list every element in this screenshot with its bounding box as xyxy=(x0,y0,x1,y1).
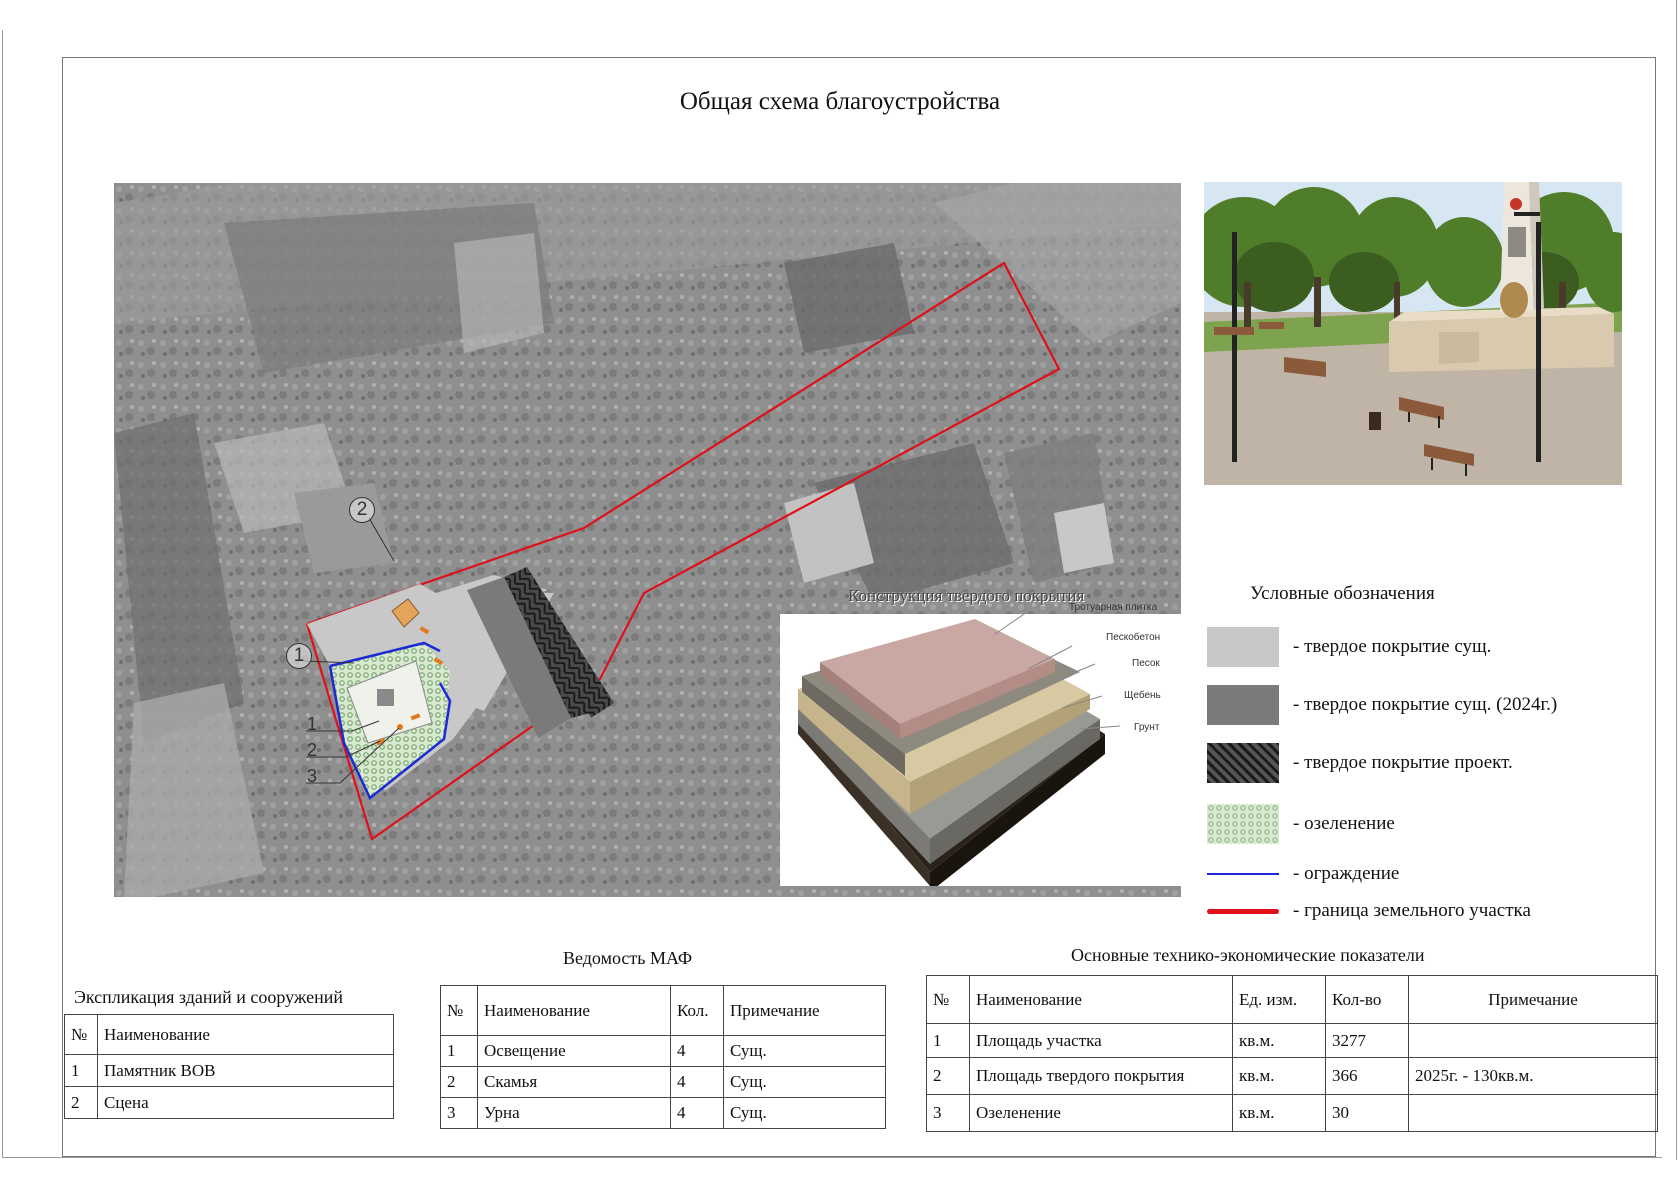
layer-label-soil: Грунт xyxy=(1134,722,1160,733)
swatch-fence-line xyxy=(1207,873,1279,875)
expl-header-num: № xyxy=(65,1015,98,1055)
table-row xyxy=(927,1058,1658,1095)
legend-label: - твердое покрытие проект. xyxy=(1293,752,1513,773)
table-cell: 3 xyxy=(927,1095,970,1132)
sheet-edge xyxy=(2,1157,1662,1158)
pavement-construction-figure xyxy=(780,602,1181,886)
table-cell: 2 xyxy=(65,1087,98,1119)
table-cell: 2025г. - 130кв.м. xyxy=(1409,1058,1658,1095)
table-cell: Сцена xyxy=(98,1087,394,1119)
layer-label-tiles: Тротуарная плитка xyxy=(1069,602,1158,613)
legend-item-paving-2024 xyxy=(1207,685,1557,725)
table-cell: 1 xyxy=(65,1055,98,1087)
table-cell: Скамья xyxy=(478,1067,671,1098)
maf-header-name: Наименование xyxy=(478,986,671,1036)
table-cell: Площадь участка xyxy=(970,1024,1233,1058)
table-row xyxy=(441,1098,886,1129)
tep-header-num: № xyxy=(927,976,970,1024)
maf-table xyxy=(440,985,886,1129)
callout-2: 2 xyxy=(349,497,375,523)
table-cell: 4 xyxy=(671,1036,724,1067)
visualization-render xyxy=(1204,182,1622,485)
table-row xyxy=(927,1024,1658,1058)
maf-header-qty: Кол. xyxy=(671,986,724,1036)
table-cell xyxy=(1409,1024,1658,1058)
construction-title: Конструкция твердого покрытия xyxy=(848,586,1085,605)
table-cell: Площадь твердого покрытия xyxy=(970,1058,1233,1095)
expl-header-name: Наименование xyxy=(98,1015,394,1055)
maf-header-note: Примечание xyxy=(724,986,886,1036)
table-cell: 1 xyxy=(441,1036,478,1067)
table-cell: Озеленение xyxy=(970,1095,1233,1132)
tep-header-name: Наименование xyxy=(970,976,1233,1024)
table-cell: Освещение xyxy=(478,1036,671,1067)
table-cell: 1 xyxy=(927,1024,970,1058)
layer-label-gravel: Щебень xyxy=(1124,690,1161,701)
expl-table xyxy=(64,1014,394,1119)
table-cell: кв.м. xyxy=(1233,1024,1326,1058)
table-cell: кв.м. xyxy=(1233,1095,1326,1132)
legend-item-fence xyxy=(1207,863,1399,885)
table-cell: Сущ. xyxy=(724,1067,886,1098)
callout-maf-2: 2 xyxy=(307,740,318,760)
table-cell: 366 xyxy=(1326,1058,1409,1095)
table-cell xyxy=(1409,1095,1658,1132)
sheet-edge xyxy=(1676,0,1677,1160)
maf-title: Ведомость МАФ xyxy=(563,948,693,968)
table-row xyxy=(441,1036,886,1067)
swatch-greenery xyxy=(1207,804,1279,844)
legend-label: - ограждение xyxy=(1293,863,1400,884)
sheet-edge xyxy=(2,30,3,1158)
callout-1: 1 xyxy=(286,643,312,669)
legend-item-projected-paving xyxy=(1207,743,1513,783)
swatch-projected-paving xyxy=(1207,743,1279,783)
tep-header-note: Примечание xyxy=(1409,976,1658,1024)
table-cell: Памятник ВОВ xyxy=(98,1055,394,1087)
legend-label: - твердое покрытие сущ. xyxy=(1293,636,1492,657)
table-cell: 4 xyxy=(671,1098,724,1129)
tep-table xyxy=(926,975,1658,1132)
table-cell: 30 xyxy=(1326,1095,1409,1132)
table-cell: 2 xyxy=(441,1067,478,1098)
table-cell: 3 xyxy=(441,1098,478,1129)
legend-item-existing-paving xyxy=(1207,627,1491,667)
swatch-paving-2024 xyxy=(1207,685,1279,725)
swatch-boundary-line xyxy=(1207,909,1279,914)
maf-header-num: № xyxy=(441,986,478,1036)
table-cell: 2 xyxy=(927,1058,970,1095)
table-cell: 4 xyxy=(671,1067,724,1098)
page-title: Общая схема благоустройства xyxy=(679,88,1001,115)
table-row xyxy=(927,1095,1658,1132)
swatch-existing-paving xyxy=(1207,627,1279,667)
legend-label: - твердое покрытие сущ. (2024г.) xyxy=(1293,694,1558,715)
table-row xyxy=(65,1055,394,1087)
tep-title: Основные технико-экономические показатели xyxy=(1071,945,1425,965)
legend-item-boundary xyxy=(1207,900,1531,922)
table-cell: Сущ. xyxy=(724,1098,886,1129)
table-cell: 3277 xyxy=(1326,1024,1409,1058)
table-row xyxy=(441,1067,886,1098)
table-row xyxy=(65,1087,394,1119)
legend-title: Условные обозначения xyxy=(1250,583,1435,604)
legend-label: - граница земельного участка xyxy=(1293,900,1531,921)
layer-label-sand: Песок xyxy=(1132,658,1160,669)
legend-item-greenery xyxy=(1207,804,1395,844)
expl-title: Экспликация зданий и сооружений xyxy=(74,987,343,1007)
tep-header-unit: Ед. изм. xyxy=(1233,976,1326,1024)
layer-label-peskobeton: Пескобетон xyxy=(1106,632,1161,643)
legend-label: - озеленение xyxy=(1293,813,1395,834)
callout-maf-1: 1 xyxy=(307,714,318,734)
tep-header-qty: Кол-во xyxy=(1326,976,1409,1024)
table-cell: Сущ. xyxy=(724,1036,886,1067)
callout-maf-3: 3 xyxy=(307,766,318,786)
table-cell: кв.м. xyxy=(1233,1058,1326,1095)
table-cell: Урна xyxy=(478,1098,671,1129)
